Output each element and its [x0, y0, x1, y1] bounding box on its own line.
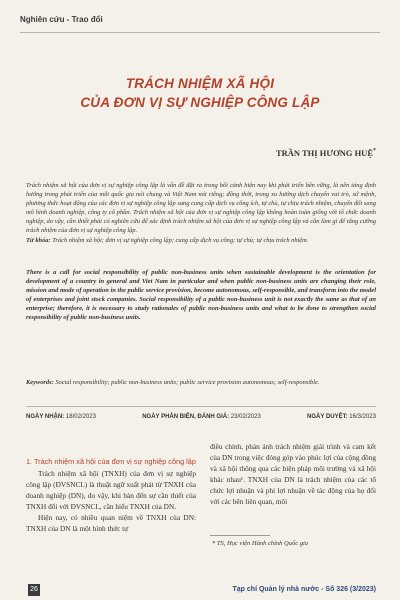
dates-divider: [26, 406, 376, 407]
body-paragraph: điều chỉnh, phản ánh trách nhiệm giải trình và cam kết của DN trong việc đóng góp vào phúc lợi của cộng đồng và xã hội thông qua các biện pháp môi trường và xã hội khác nhau¹. TNXH của DN là trách nhiệm của các tổ chức lợi nhuận và phi lợi nhuận về tác động của họ đối với các bên liên quan, môi: [210, 442, 376, 506]
date-review-value: 23/02/2023: [230, 414, 261, 420]
date-approved: [307, 414, 376, 420]
author-name: [276, 148, 376, 158]
body-column-right: [210, 441, 376, 507]
page-number: 26: [28, 584, 40, 596]
article-title: [20, 74, 380, 112]
title-line-1: TRÁCH NHIỆM XÃ HỘI: [125, 76, 275, 91]
keywords-vi: [26, 237, 376, 246]
author-text: TRẦN THỊ HƯƠNG HUỆ: [275, 148, 373, 158]
author-footnote-mark: *: [373, 148, 376, 155]
title-line-2: CỦA ĐƠN VỊ SỰ NGHIỆP CÔNG LẬP: [80, 95, 320, 110]
body-paragraph: Hiện nay, có nhiều quan niệm về TNXH của DN: TNXH của DN là một hình thức tự: [26, 513, 196, 533]
keywords-en-label: Keywords:: [26, 379, 54, 386]
date-approved-label: NGÀY DUYỆT:: [307, 414, 348, 420]
article-dates: [26, 414, 376, 420]
section-heading: 1. Trách nhiệm xã hội của đơn vị sự nghiệp công lập: [26, 457, 196, 466]
section-label: Nghiên cứu - Trao đổi: [20, 15, 103, 24]
date-review-label: NGÀY PHẢN BIỆN, ĐÁNH GIÁ:: [142, 414, 230, 420]
journal-name: Tạp chí Quản lý nhà nước - Số 326 (3/2023): [232, 586, 376, 593]
keywords-vi-text: Trách nhiệm xã hội; đơn vị sự nghiệp công lập; cung cấp dịch vụ công; tự chủ; tự chịu trách nhiệm.: [52, 237, 309, 245]
date-received-label: NGÀY NHẬN:: [26, 414, 65, 420]
keywords-en: [26, 378, 376, 387]
body-column-left: [26, 456, 196, 534]
page-footer: [0, 578, 400, 600]
keywords-vi-label: Từ khóa:: [26, 237, 51, 245]
abstract-vietnamese: [26, 182, 376, 246]
date-received-value: 18/02/2023: [65, 414, 96, 420]
footnote: * TS, Học viện Hành chính Quốc gia: [212, 540, 309, 547]
footnote-divider: [210, 535, 270, 536]
date-approved-value: 16/3/2023: [349, 414, 376, 420]
header-divider: [20, 32, 380, 33]
date-received: [26, 414, 96, 420]
keywords-en-text: Social responsibility; public non-business units; public service provision autonomous; self-responsible.: [55, 379, 320, 386]
page-header: [0, 0, 400, 42]
abstract-english: There is a call for social responsibility of public non-business units when sustainable development is the orientation for development of a country in general and Viet Nam in particular and when public non-business units are changing their role, mission and mode of operation in the public service provision, become autonomous, self-responsible, and transform into the model of enterprises and joint stock companies. Social responsibility of a public non-business unit is not exactly the same as that of an enterprise; therefore, it is necessary to study rationales of public non-business units and what to be done to strengthen social responsibility of public non-business units.: [26, 269, 376, 321]
date-review: [142, 414, 261, 420]
body-paragraph: Trách nhiệm xã hội (TNXH) của đơn vị sự nghiệp công lập (ĐVSNCL) là thuật ngữ xuất phát từ TNXH của doanh nghiệp (DN), do vậy, khi bàn đến sự cần thiết của TNXH đối với ĐVSNCL, cần hiểu TNXH của DN.: [26, 469, 196, 511]
abstract-vi-text: Trách nhiệm xã hội của đơn vị sự nghiệp công lập là vấn đề đặt ra trong bối cảnh hiện nay khi phát triển bền vững, là nền tảng định hướng trong phát triển của mỗi quốc gia nói chung và Việt Nam nói riêng; đồng thời, trong xu hướng dịch chuyển vai trò, sứ mệnh, phương thức hoạt động của các đơn vị sự nghiệp công lập sang cung cấp dịch vụ công ích, tự chủ, tự chịu trách nhiệm, chuyển đổi sang mô hình doanh nghiệp, công ty cổ phần. Trách nhiệm xã hội của đơn vị sự nghiệp công lập không hoàn toàn giống với tổ chức doanh nghiệp, do vậy, cần thiết phải có nghiên cứu để xác định trách nhiệm xã hội của đơn vị sự nghiệp công lập và cần làm gì để tăng cường trách nhiệm của đơn vị sự nghiệp công lập.: [26, 182, 376, 234]
